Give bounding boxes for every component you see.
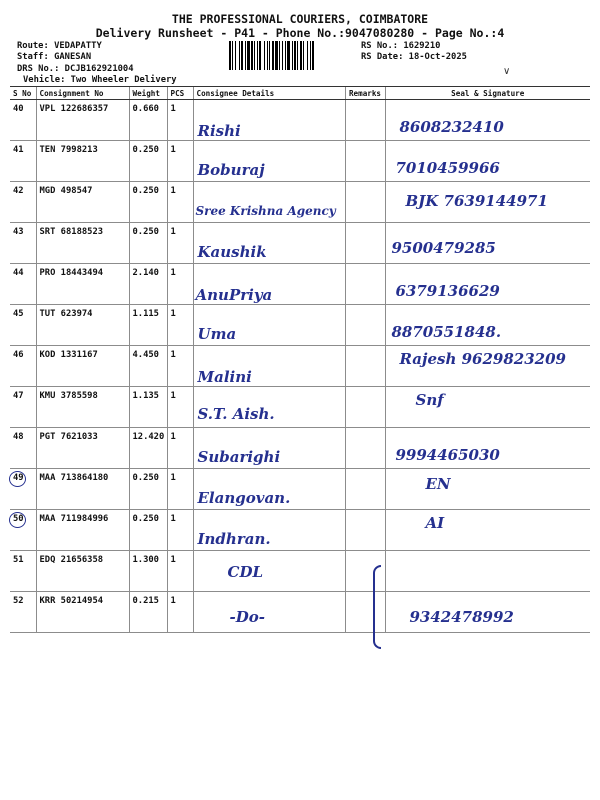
pcs-cell [167, 141, 193, 182]
pcs-value: 1 [170, 227, 176, 237]
sno-cell [10, 387, 36, 428]
remarks-cell [345, 428, 385, 469]
weight-cell [129, 510, 167, 551]
sno-cell [10, 510, 36, 551]
seal-cell [385, 551, 590, 592]
consignment-value: SRT 68188523 [39, 227, 104, 237]
consignment-value: KOD 1331167 [39, 350, 98, 360]
remarks-cell [345, 141, 385, 182]
company-title: THE PROFESSIONAL COURIERS, COIMBATORE [171, 12, 429, 26]
handwritten-signature: 8870551848. [391, 323, 502, 341]
pcs-value: 1 [170, 391, 176, 401]
handwritten-consignee: CDL [227, 563, 263, 581]
sno-value: 46 [13, 350, 24, 360]
pcs-value: 1 [170, 268, 176, 278]
barcode [229, 41, 357, 70]
sno-cell [10, 182, 36, 223]
sno-cell [10, 551, 36, 592]
handwritten-signature: EN [425, 475, 451, 493]
consignment-cell [36, 469, 129, 510]
remarks-cell [345, 510, 385, 551]
seal-cell [385, 305, 590, 346]
sno-value: 48 [13, 432, 24, 442]
pcs-cell [167, 100, 193, 141]
sno-cell [10, 346, 36, 387]
weight-cell [129, 100, 167, 141]
pcs-value: 1 [170, 473, 176, 483]
sno-cell [10, 264, 36, 305]
pcs-cell [167, 510, 193, 551]
sno-value: 43 [13, 227, 24, 237]
consignee-cell [193, 305, 345, 346]
weight-value: 1.300 [132, 555, 159, 565]
table-row [10, 305, 590, 346]
pcs-cell [167, 428, 193, 469]
consignment-value: MAA 713864180 [39, 473, 109, 483]
sno-value: 47 [13, 391, 24, 401]
weight-value: 0.250 [132, 227, 159, 237]
handwritten-signature: BJK 7639144971 [405, 192, 548, 210]
sno-value: 49 [13, 473, 24, 483]
consignment-cell [36, 223, 129, 264]
sno-cell [10, 223, 36, 264]
sno-cell [10, 141, 36, 182]
col-consignee: Consignee Details [193, 87, 345, 100]
table-row [10, 469, 590, 510]
consignment-value: PRO 18443494 [39, 268, 104, 278]
table-row [10, 100, 590, 141]
staff-label: Staff: GANESAN [17, 52, 92, 62]
weight-value: 0.215 [132, 596, 159, 606]
col-consignment: Consignment No [36, 87, 129, 100]
weight-value: 0.250 [132, 186, 159, 196]
remarks-cell [345, 264, 385, 305]
consignee-cell [193, 469, 345, 510]
consignee-cell [193, 428, 345, 469]
weight-cell [129, 346, 167, 387]
sno-value: 41 [13, 145, 24, 155]
handwritten-consignee: Boburaj [197, 161, 265, 179]
pcs-cell [167, 469, 193, 510]
col-weight: Weight [129, 87, 167, 100]
consignment-cell [36, 592, 129, 633]
sno-value: 42 [13, 186, 24, 196]
sno-cell [10, 592, 36, 633]
weight-value: 1.115 [132, 309, 159, 319]
consignee-cell [193, 182, 345, 223]
handwritten-consignee: Subarighi [197, 448, 281, 466]
consignee-cell [193, 141, 345, 182]
table-row [10, 141, 590, 182]
route-label: Route: VEDAPATTY [17, 41, 102, 51]
consignment-cell [36, 305, 129, 346]
handwritten-signature: Snf [415, 391, 444, 409]
consignee-cell [193, 510, 345, 551]
pcs-cell [167, 592, 193, 633]
weight-cell [129, 428, 167, 469]
seal-cell [385, 182, 590, 223]
remarks-cell [345, 469, 385, 510]
sno-value: 51 [13, 555, 24, 565]
consignment-value: MAA 711984996 [39, 514, 109, 524]
table-row [10, 346, 590, 387]
handwritten-consignee: Sree Krishna Agency [195, 204, 336, 218]
pcs-value: 1 [170, 186, 176, 196]
remarks-cell [345, 387, 385, 428]
circled-mark-icon [9, 512, 26, 528]
sno-value: 52 [13, 596, 24, 606]
handwritten-signature: 6379136629 [395, 282, 500, 300]
table-row [10, 223, 590, 264]
pcs-cell [167, 223, 193, 264]
weight-cell [129, 182, 167, 223]
sno-cell [10, 428, 36, 469]
weight-cell [129, 551, 167, 592]
consignee-cell [193, 592, 345, 633]
consignee-cell [193, 346, 345, 387]
col-remarks: Remarks [345, 87, 385, 100]
weight-value: 12.420 [132, 432, 165, 442]
pcs-value: 1 [170, 145, 176, 155]
circled-mark-icon [9, 471, 26, 487]
weight-cell [129, 141, 167, 182]
runsheet-table [10, 86, 590, 633]
handwritten-consignee: S.T. Aish. [197, 405, 275, 423]
seal-cell [385, 469, 590, 510]
remarks-cell [345, 182, 385, 223]
col-pcs: PCS [167, 87, 193, 100]
pcs-value: 1 [170, 350, 176, 360]
weight-cell [129, 264, 167, 305]
pcs-cell [167, 346, 193, 387]
pcs-value: 1 [170, 309, 176, 319]
handwritten-signature: AI [425, 514, 445, 532]
pcs-value: 1 [170, 555, 176, 565]
handwritten-consignee: Rishi [197, 122, 241, 140]
table-row [10, 592, 590, 633]
signature-bracket [373, 565, 381, 649]
table-row [10, 264, 590, 305]
runsheet-subtitle: Delivery Runsheet - P41 - Phone No.:9047080280 - Page No.:4 [95, 26, 505, 40]
table-row [10, 428, 590, 469]
rs-date: RS Date: 18-Oct-2025 [361, 52, 467, 62]
weight-value: 0.250 [132, 514, 159, 524]
consignment-value: PGT 7621033 [39, 432, 98, 442]
pcs-cell [167, 551, 193, 592]
handwritten-signature: 7010459966 [395, 159, 500, 177]
sno-value: 50 [13, 514, 24, 524]
handwritten-consignee: Uma [197, 325, 237, 343]
pcs-cell [167, 387, 193, 428]
sno-cell [10, 305, 36, 346]
pcs-value: 1 [170, 596, 176, 606]
handwritten-signature: 8608232410 [399, 118, 504, 136]
seal-cell [385, 223, 590, 264]
pcs-value: 1 [170, 432, 176, 442]
consignment-cell [36, 510, 129, 551]
consignee-cell [193, 387, 345, 428]
consignee-cell [193, 223, 345, 264]
consignment-value: KMU 3785598 [39, 391, 98, 401]
sno-value: 40 [13, 104, 24, 114]
weight-value: 2.140 [132, 268, 159, 278]
seal-cell [385, 141, 590, 182]
vehicle-label: Vehicle: Two Wheeler Delivery [23, 75, 177, 85]
handwritten-signature: 9500479285 [391, 239, 496, 257]
weight-cell [129, 592, 167, 633]
consignment-cell [36, 264, 129, 305]
consignee-cell [193, 264, 345, 305]
barcode-bar [314, 41, 315, 70]
seal-cell [385, 510, 590, 551]
table-row [10, 510, 590, 551]
consignment-value: VPL 122686357 [39, 104, 109, 114]
weight-cell [129, 223, 167, 264]
consignment-value: KRR 50214954 [39, 596, 104, 606]
weight-cell [129, 305, 167, 346]
handwritten-consignee: Indhran. [197, 530, 271, 548]
remarks-cell [345, 346, 385, 387]
handwritten-consignee: -Do- [229, 608, 265, 626]
seal-cell [385, 592, 590, 633]
pcs-cell [167, 264, 193, 305]
check-mark-icon: ∨ [503, 66, 511, 77]
handwritten-signature: Rajesh 9629823209 [399, 350, 566, 368]
consignment-cell [36, 346, 129, 387]
weight-value: 4.450 [132, 350, 159, 360]
remarks-cell [345, 100, 385, 141]
handwritten-consignee: Kaushik [197, 243, 267, 261]
pcs-cell [167, 182, 193, 223]
seal-cell [385, 100, 590, 141]
sno-cell [10, 100, 36, 141]
table-row [10, 387, 590, 428]
consignment-value: MGD 498547 [39, 186, 93, 196]
col-sno: S No [10, 87, 36, 100]
consignment-value: TEN 7998213 [39, 145, 98, 155]
weight-value: 0.250 [132, 473, 159, 483]
consignee-cell [193, 100, 345, 141]
table-header-row [10, 87, 590, 100]
weight-value: 0.660 [132, 104, 159, 114]
sno-cell [10, 469, 36, 510]
consignment-cell [36, 141, 129, 182]
sno-value: 45 [13, 309, 24, 319]
consignment-cell [36, 551, 129, 592]
sno-value: 44 [13, 268, 24, 278]
consignment-cell [36, 428, 129, 469]
consignment-value: TUT 623974 [39, 309, 93, 319]
rs-number: RS No.: 1629210 [361, 41, 441, 51]
seal-cell [385, 264, 590, 305]
pcs-value: 1 [170, 514, 176, 524]
handwritten-signature: 9342478992 [409, 608, 514, 626]
seal-cell [385, 387, 590, 428]
consignment-cell [36, 182, 129, 223]
remarks-cell [345, 223, 385, 264]
handwritten-consignee: Malini [197, 368, 252, 386]
seal-cell [385, 428, 590, 469]
weight-value: 0.250 [132, 145, 159, 155]
table-row [10, 182, 590, 223]
table-row [10, 551, 590, 592]
consignment-cell [36, 387, 129, 428]
handwritten-consignee: AnuPriya [195, 286, 273, 304]
pcs-value: 1 [170, 104, 176, 114]
consignment-value: EDQ 21656358 [39, 555, 104, 565]
weight-value: 1.135 [132, 391, 159, 401]
consignment-cell [36, 100, 129, 141]
handwritten-consignee: Elangovan. [197, 489, 291, 507]
weight-cell [129, 469, 167, 510]
pcs-cell [167, 305, 193, 346]
handwritten-signature: 9994465030 [395, 446, 500, 464]
seal-cell [385, 346, 590, 387]
weight-cell [129, 387, 167, 428]
drs-number: DRS No.: DCJB162921004 [17, 64, 134, 74]
remarks-cell [345, 305, 385, 346]
consignee-cell [193, 551, 345, 592]
col-seal: Seal & Signature [385, 87, 590, 100]
